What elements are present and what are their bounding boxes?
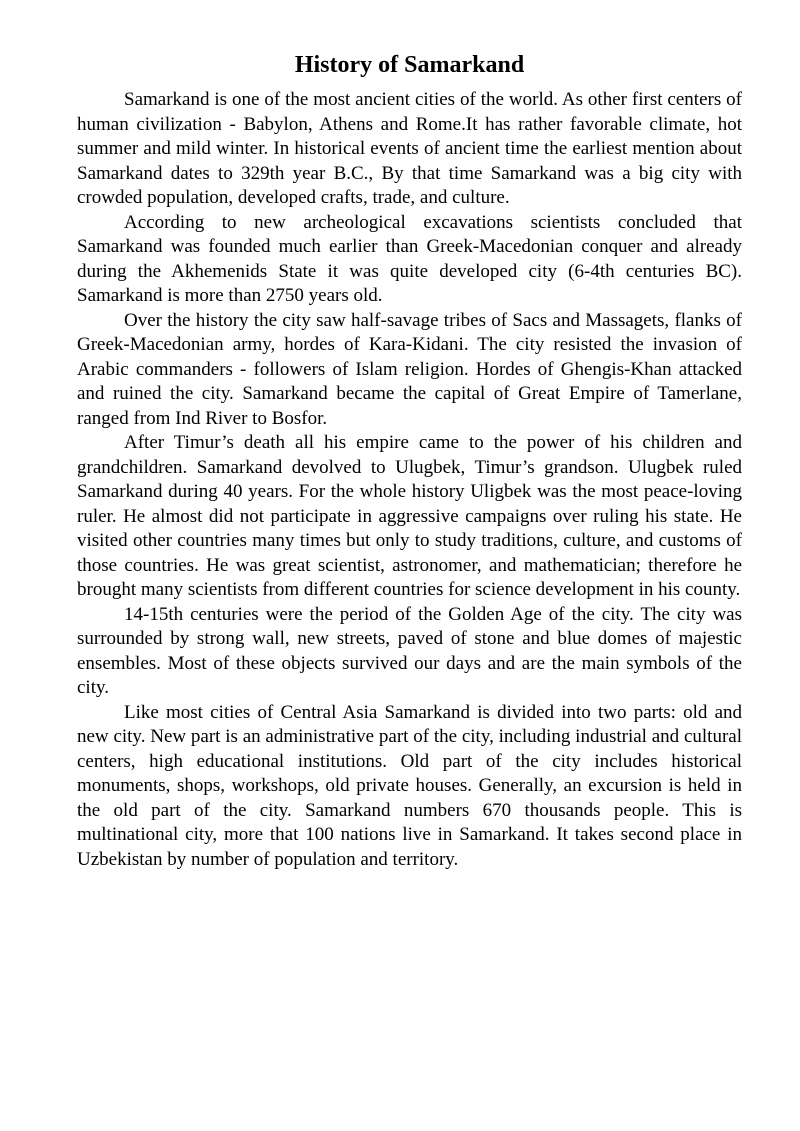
paragraph-golden-age: 14-15th centuries were the period of the Golden Age of the city. The city was surrounded by strong wall, new streets, paved of stone and blue domes of majestic ensembles. Most of these objects survived our days and are the main symbols of the city. — [77, 603, 742, 698]
paragraph-invasions: Over the history the city saw half-savage tribes of Sacs and Massagets, flanks of Greek-Macedonian army, hordes of Kara-Kidani. The city resisted the invasion of Arabic commanders - followers of Islam religion. Hordes of Ghengis-Khan attacked and ruined the city. Samarkand became the capital of Great Empire of Tamerlane, ranged from Ind River to Bosfor. — [77, 309, 742, 429]
document-page — [77, 50, 742, 872]
paragraph-founding: According to new archeological excavations scientists concluded that Samarkand was founded much earlier than Greek-Macedonian conquer and already during the Akhemenids State it was quite developed city (6-4th centuries BC). Samarkand is more than 2750 years old. — [77, 211, 742, 306]
paragraph-city-parts: Like most cities of Central Asia Samarkand is divided into two parts: old and new city. New part is an administrative part of the city, including industrial and cultural centers, high educational institutions. Old part of the city includes historical monuments, shops, workshops, old private houses. Generally, an excursion is held in the old part of the city. Samarkand numbers 670 thousands people. This is multinational city, more that 100 nations live in Samarkand. It takes second place in Uzbekistan by number of population and territory. — [77, 701, 742, 870]
document-title: History of Samarkand — [294, 52, 525, 78]
paragraph-intro: Samarkand is one of the most ancient cities of the world. As other first centers of human civilization - Babylon, Athens and Rome.It has rather favorable climate, hot summer and mild winter. In historical events of ancient time the earliest mention about Samarkand dates to 329th year B.C., By that time Samarkand was a big city with crowded population, developed crafts, trade, and culture. — [77, 89, 742, 208]
paragraph-ulugbek: After Timur’s death all his empire came to the power of his children and grandchildren. Samarkand devolved to Ulugbek, Timur’s grandson. Ulugbek ruled Samarkand during 40 years. For the whole history Uligbek was the most peace-loving ruler. He almost did not participate in aggressive campaigns over ruling his state. He visited other countries many times but only to study traditions, culture, and customs of those countries. He was great scientist, astronomer, and mathematician; therefore he brought many scientists from different countries for science development in his county. — [77, 432, 742, 600]
